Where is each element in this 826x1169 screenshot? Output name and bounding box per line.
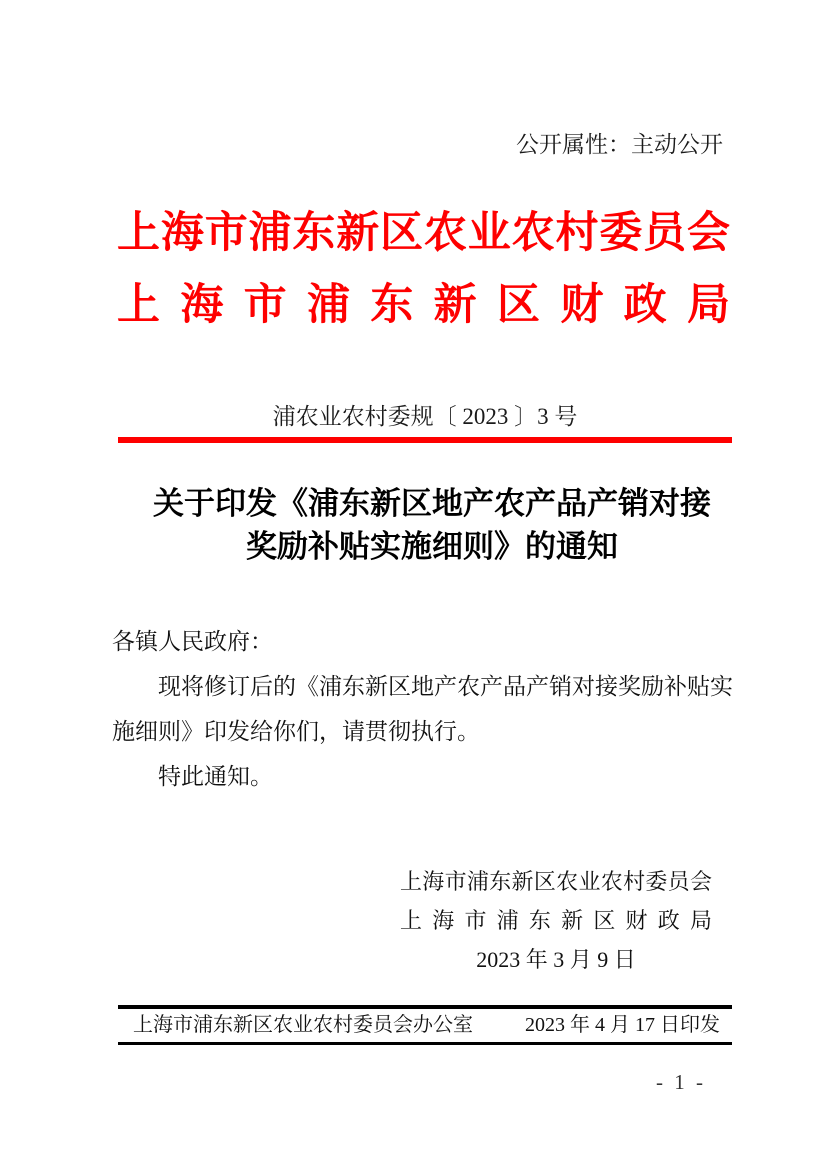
org-name-line1: 上海市浦东新区农业农村委员会 <box>117 210 730 257</box>
document-title <box>122 482 742 568</box>
title-line1: 关于印发《浦东新区地产农产品产销对接 <box>153 486 711 521</box>
org-name-line2: 上海市浦东新区财政局 <box>117 282 730 329</box>
footer-print-date: 2023 年 4 月 17 日印发 <box>525 1014 720 1036</box>
page-number: - 1 - <box>656 1070 706 1094</box>
footer-imprint <box>118 1005 732 1045</box>
title-line2: 奖励补贴实施细则》的通知 <box>246 529 618 564</box>
body-paragraph: 现将修订后的《浦东新区地产农产品产销对接奖励补贴实施细则》印发给你们，请贯彻执行。 <box>112 674 733 744</box>
signature-org-line2: 上海市浦东新区财政局 <box>400 908 712 933</box>
signature-org-line1: 上海市浦东新区农业农村委员会 <box>400 869 712 894</box>
document-body <box>112 619 737 799</box>
document-number: 浦农业农村委规〔 2023 〕3 号 <box>272 404 578 429</box>
salutation: 各镇人民政府： <box>112 629 273 654</box>
signature-date: 2023 年 3 月 9 日 <box>476 947 636 972</box>
footer-issuing-office: 上海市浦东新区农业农村委员会办公室 <box>133 1014 473 1036</box>
signature-block <box>400 862 712 979</box>
publicity-attribute: 公开属性：主动公开 <box>516 132 723 157</box>
red-separator-line <box>118 437 732 443</box>
closing-phrase: 特此通知。 <box>158 764 273 789</box>
red-header-org-block <box>117 198 730 342</box>
